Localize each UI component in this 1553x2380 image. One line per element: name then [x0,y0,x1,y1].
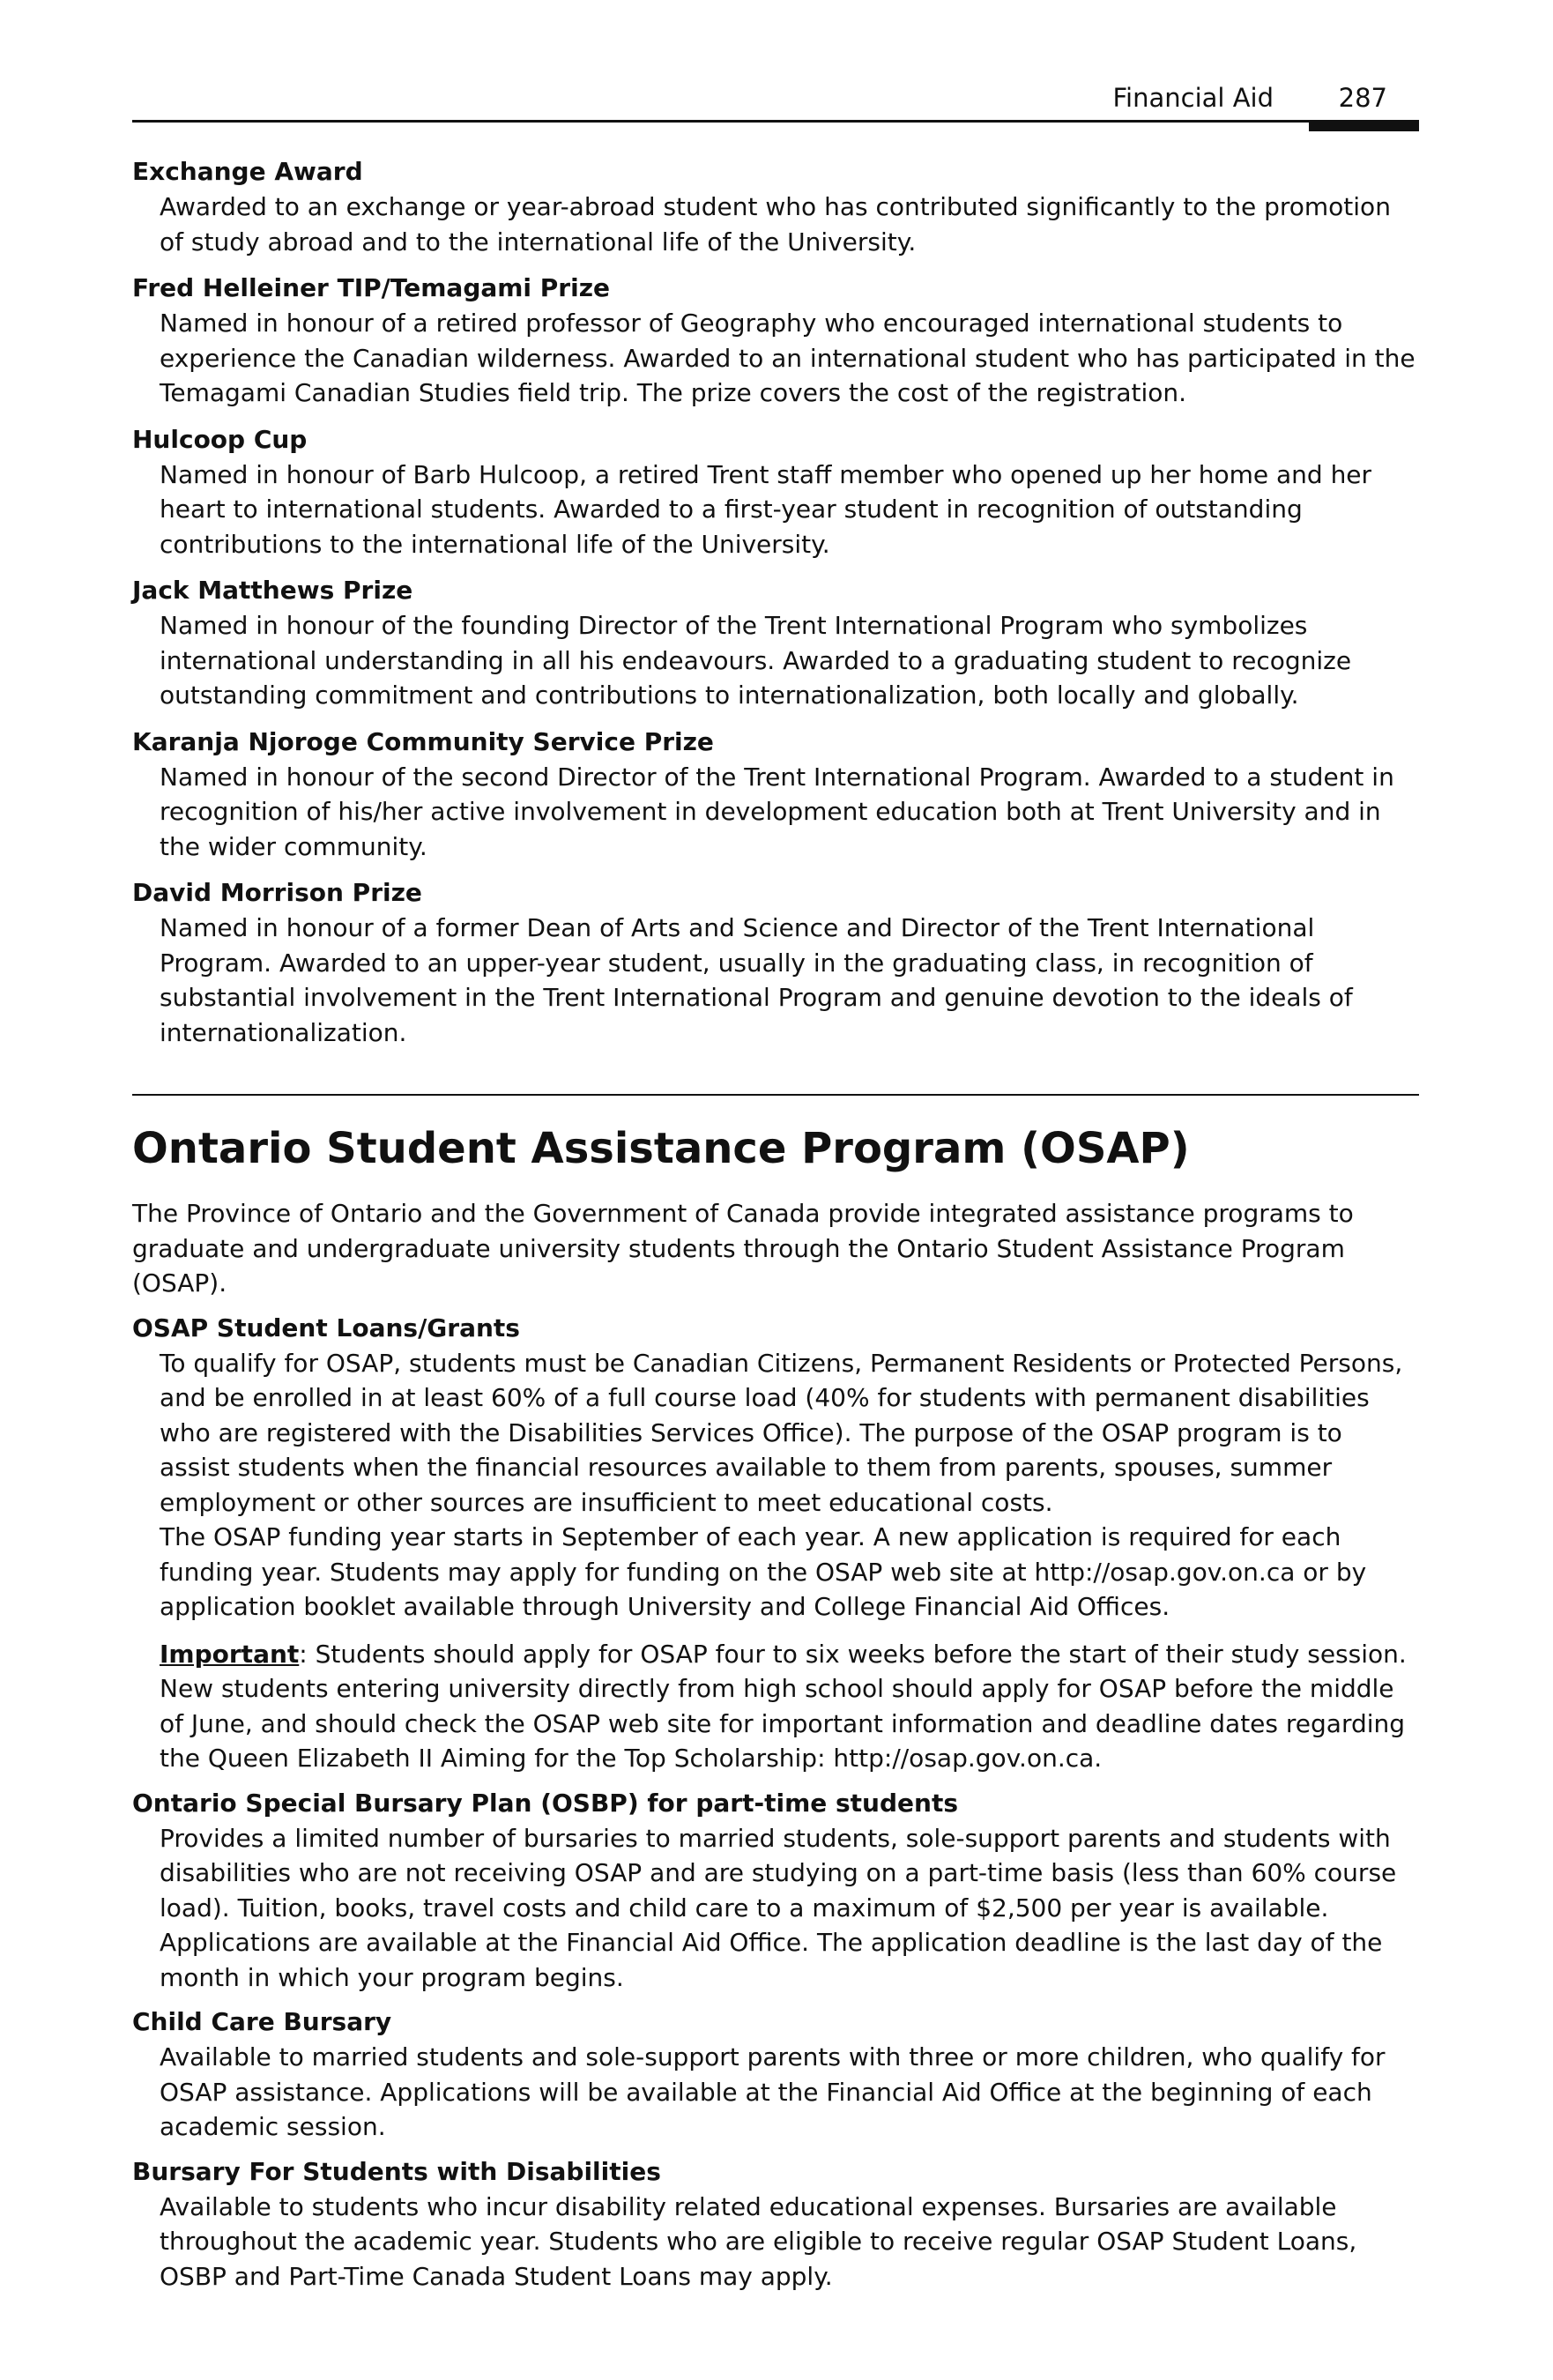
program-title: Child Care Bursary [132,2007,392,2036]
header-rule [132,120,1419,123]
award-description: Named in honour of the founding Director of the Trent International Program who symbolizes international understanding in all his endeavours. Awarded to a graduating student to recognize outstanding commitment and contributions to internationalization, both locally and globally. [160,611,1352,710]
document-page [132,79,1419,2304]
program-description: Available to students who incur disability related educational expenses. Bursaries are available throughout the academic year. Students who are eligible to receive regular OSAP Student Loans, OSBP and Part-Time Canada Student Loans may apply. [160,2191,1357,2291]
program-description [160,1346,1419,1776]
program-entry [132,2005,1419,2145]
important-text: : Students should apply for OSAP four to six weeks before the start of their study session. New students entering university directly from high school should apply for OSAP before the middle of June, and should check the OSAP web site for important information and deadline dates regarding the Queen Elizabeth II Aiming for the Top Scholarship: http://osap.gov.on.ca. [160,1639,1407,1773]
award-entry [132,271,1419,411]
award-title: Fred Helleiner TIP/Temagami Prize [132,273,610,302]
award-title: Hulcoop Cup [132,424,308,454]
program-title: Ontario Special Bursary Plan (OSBP) for part-time students [132,1788,958,1818]
page-number: 287 [1338,83,1387,113]
award-title: David Morrison Prize [132,878,422,907]
program-title: Bursary For Students with Disabilities [132,2156,661,2186]
award-entry [132,155,1419,259]
section-divider [132,1094,1419,1096]
award-entry [132,574,1419,713]
running-header [132,79,1419,122]
award-title: Exchange Award [132,157,363,186]
award-entry [132,725,1419,865]
award-title: Jack Matthews Prize [132,576,413,605]
program-description: Provides a limited number of bursaries to married students, sole-support parents and students with disabilities who are not receiving OSAP and are studying on a part-time basis (less than 60% course load). Tuition, books, travel costs and child care to a maximum of $2,500 per year is available. Applications are available at the Financial Aid Office. The application deadline is the last day of the month in which your program begins. [160,1823,1397,1992]
award-description: Named in honour of a former Dean of Arts and Science and Director of the Trent International Program. Awarded to an upper-year student, usually in the graduating class, in recognition of substantial involvement in the Trent International Program and genuine devotion to the ideals of internationalization. [160,913,1353,1047]
program-title: OSAP Student Loans/Grants [132,1313,520,1342]
award-title: Karanja Njoroge Community Service Prize [132,726,714,756]
header-tab-bar [1309,120,1419,131]
award-description: Named in honour of Barb Hulcoop, a retired Trent staff member who opened up her home and her heart to international students. Awarded to a first-year student in recognition of outstanding contributions to the international life of the University. [160,459,1372,559]
award-entry [132,423,1419,562]
program-entry [132,2155,1419,2294]
funding-year-paragraph: The OSAP funding year starts in September of each year. A new application is required for each funding year. Students may apply for funding on the OSAP web site at http://osap.gov.on.ca or by application booklet available through University and College Financial Aid Offices. [160,1522,1367,1621]
award-entry [132,876,1419,1050]
program-entry [132,1787,1419,1996]
section-intro: The Province of Ontario and the Government of Canada provide integrated assistance programs to graduate and undergraduate university students through the Ontario Student Assistance Program (OSAP). [132,1199,1354,1298]
award-description: Awarded to an exchange or year-abroad student who has contributed significantly to the promotion of study abroad and to the international life of the University. [160,192,1391,257]
award-description: Named in honour of the second Director of the Trent International Program. Awarded to a student in recognition of his/her active involvement in development education both at Trent University and in the wider community. [160,762,1394,861]
awards-list [132,155,1419,1050]
section-heading: Ontario Student Assistance Program (OSAP) [132,1124,1190,1173]
program-description: Available to married students and sole-support parents with three or more children, who qualify for OSAP assistance. Applications will be available at the Financial Aid Office at the beginning of each academic session. [160,2042,1386,2141]
osap-programs-list [132,1312,1419,2294]
award-description: Named in honour of a retired professor of Geography who encouraged international students to experience the Canadian wilderness. Awarded to an international student who has participated in the Temagami Canadian Studies field trip. The prize covers the cost of the registration. [160,309,1416,407]
important-note [160,1637,1419,1776]
program-entry [132,1312,1419,1776]
header-section-title: Financial Aid [1112,83,1274,113]
eligibility-paragraph: To qualify for OSAP, students must be Canadian Citizens, Permanent Residents or Protected Persons, and be enrolled in at least 60% of a full course load (40% for students with permanent disabilities who are registered with the Disabilities Services Office). The purpose of the OSAP program is to assist students when the financial resources available to them from parents, spouses, summer employment or other sources are insufficient to meet educational costs. [160,1348,1403,1517]
important-label: Important [160,1639,300,1669]
